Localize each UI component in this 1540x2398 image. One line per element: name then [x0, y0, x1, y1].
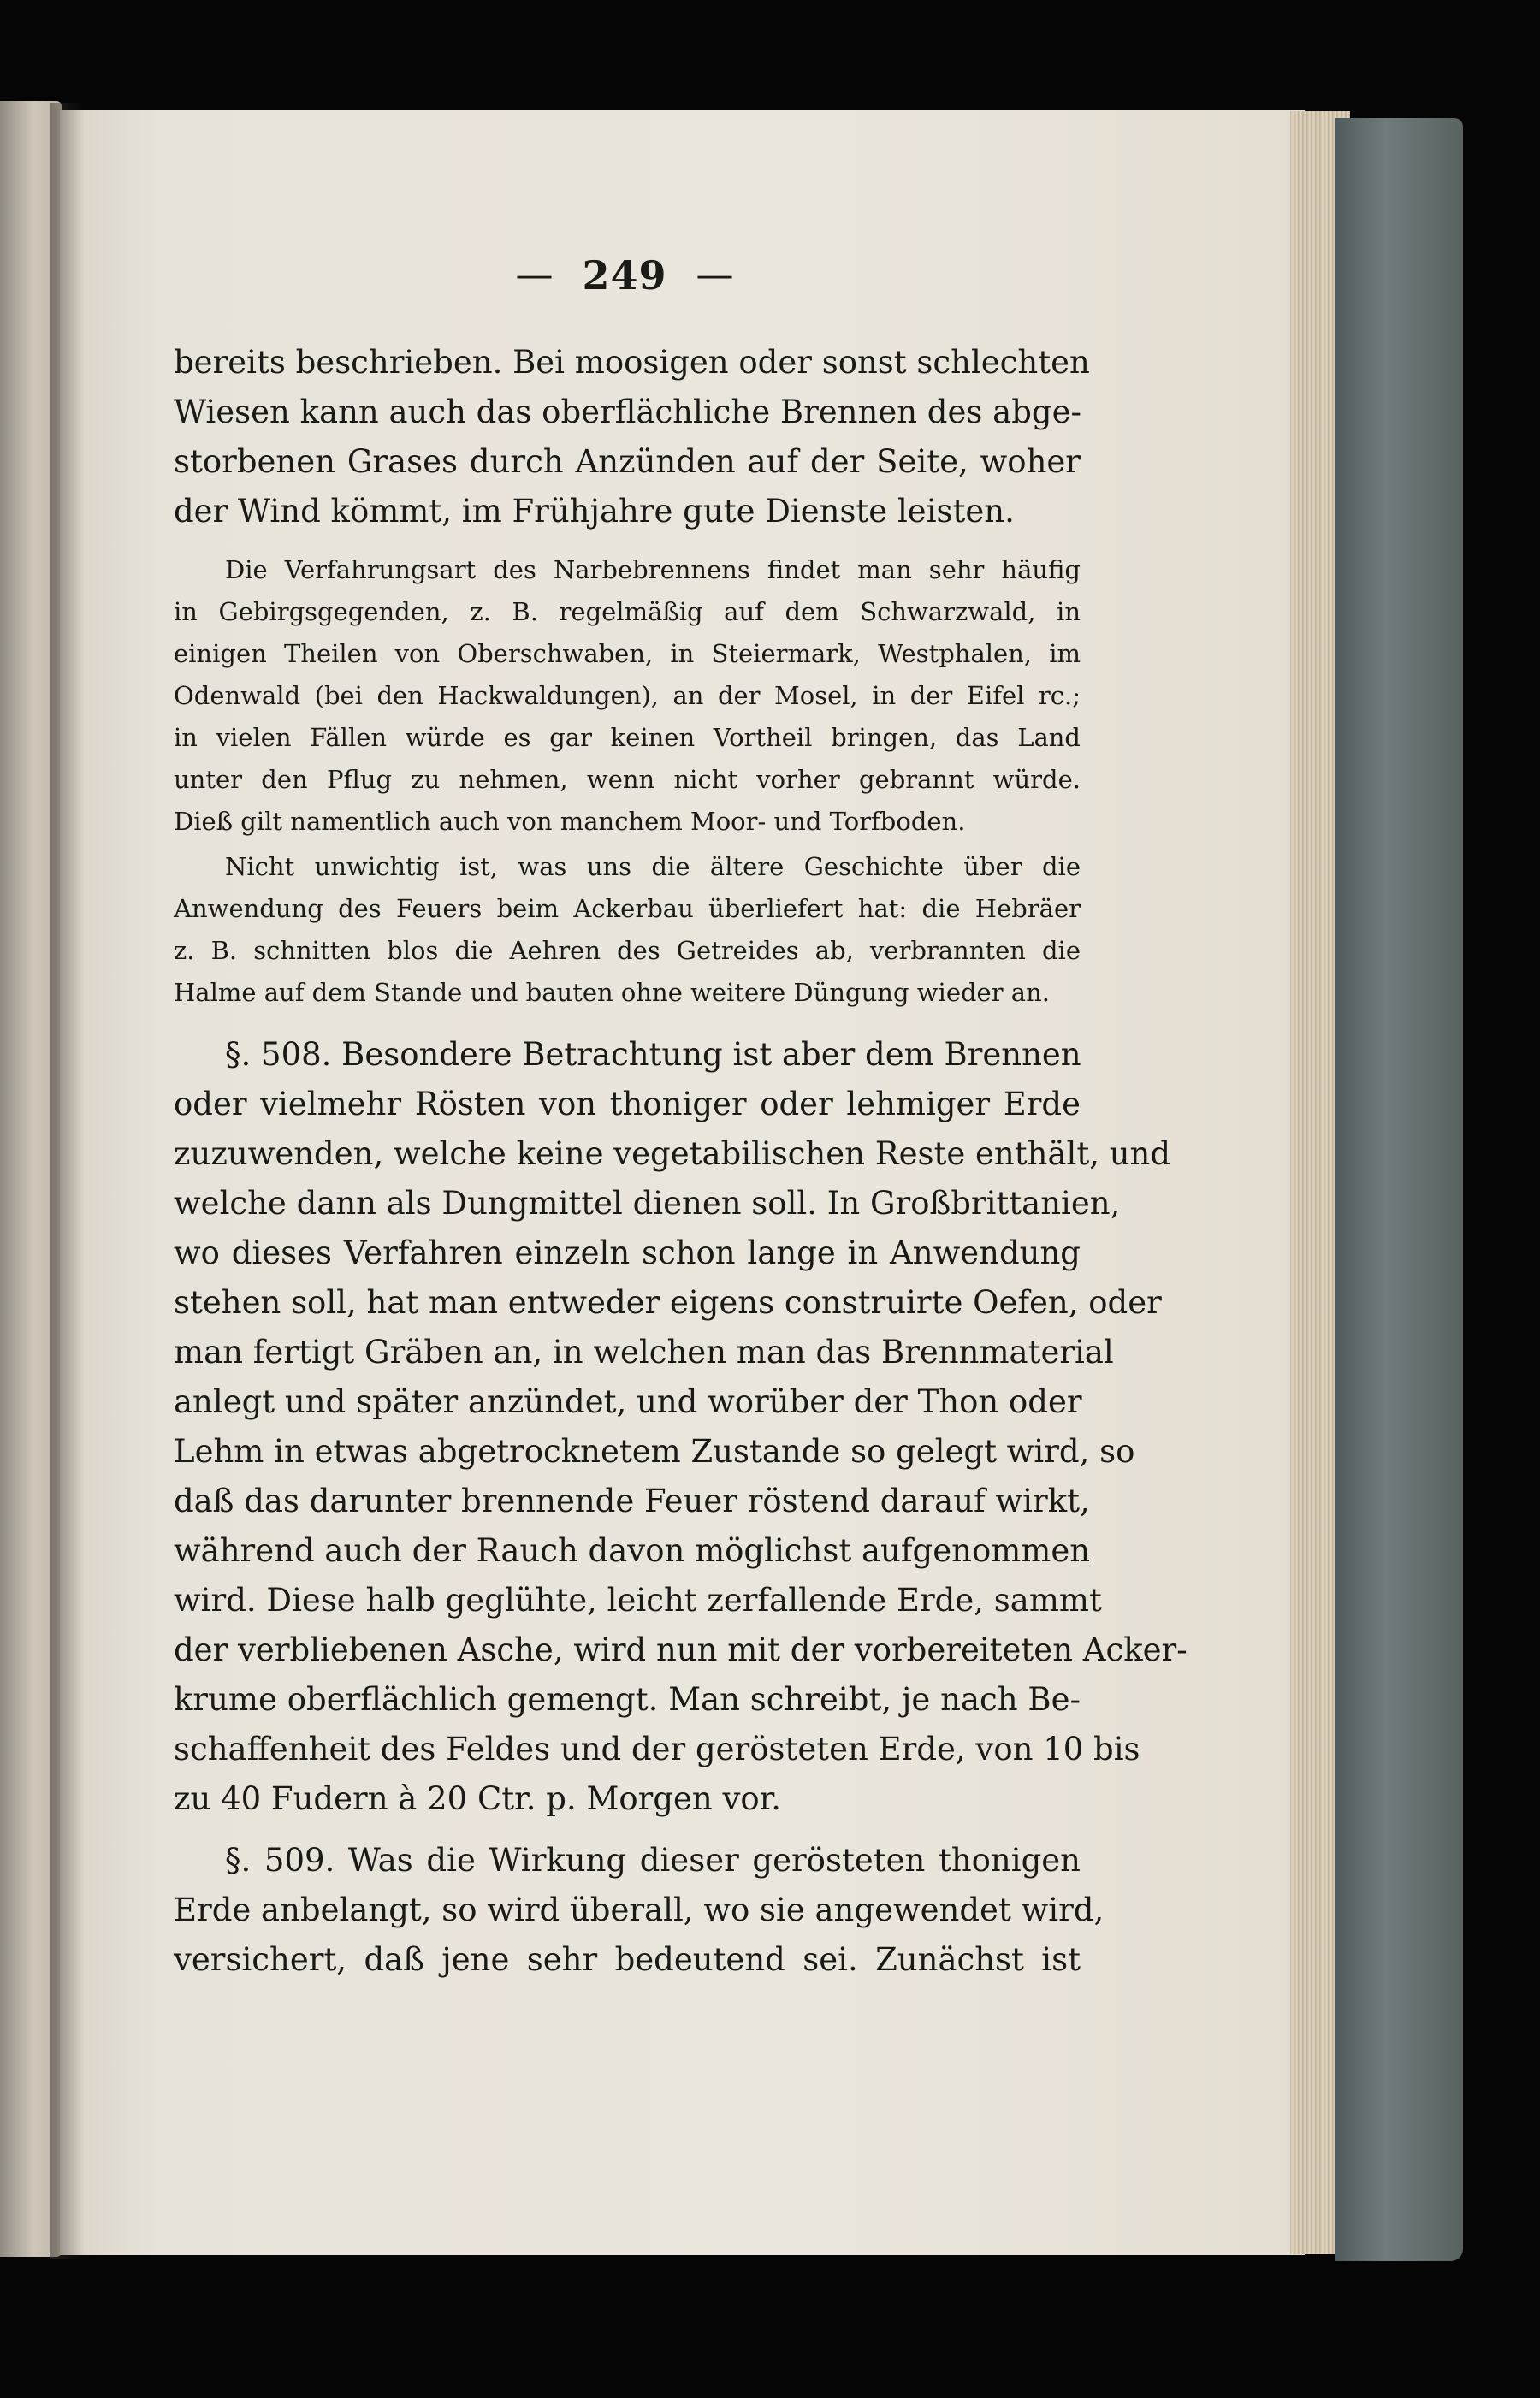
text-line: wo dieses Verfahren einzeln schon lange in Anwendung: [174, 1235, 1081, 1271]
footnote-paragraph-2: [174, 846, 1081, 1014]
text-line: in Gebirgsgegenden, z. B. regelmäßig auf dem Schwarzwald, in: [174, 597, 1081, 626]
book-cover: [1335, 118, 1463, 2261]
text-line: welche dann als Dungmittel dienen soll. In Großbrittanien,: [174, 1185, 1121, 1222]
text-line: unter den Pflug zu nehmen, wenn nicht vorher gebrannt würde.: [174, 765, 1081, 794]
text-line: in vielen Fällen würde es gar keinen Vortheil bringen, das Land: [174, 723, 1081, 752]
text-line: oder vielmehr Rösten von thoniger oder lehmiger Erde: [174, 1086, 1081, 1122]
section-508: [174, 1030, 1188, 1824]
gutter-shadow: [50, 103, 84, 2259]
text-line: Odenwald (bei den Hackwaldungen), an der Mosel, in der Eifel rc.;: [174, 681, 1081, 710]
text-line: zu 40 Fudern à 20 Ctr. p. Morgen vor.: [174, 1780, 782, 1817]
text-line: Halme auf dem Stande und bauten ohne weitere Düngung wieder an.: [174, 978, 1050, 1007]
header-dash-left: —: [515, 253, 554, 297]
text-line: Dieß gilt namentlich auch von manchem Moor- und Torfboden.: [174, 807, 966, 836]
text-line: der Wind kömmt, im Frühjahre gute Dienste leisten.: [174, 493, 1015, 530]
footnote-paragraph-1: [174, 549, 1081, 843]
page-header: [479, 250, 770, 301]
page-number: 249: [582, 252, 667, 299]
text-line: Nicht unwichtig ist, was uns die ältere Geschichte über die: [225, 852, 1081, 881]
text-line: zuzuwenden, welche keine vegetabilischen Reste enthält, und: [174, 1135, 1171, 1172]
text-line: Anwendung des Feuers beim Ackerbau überliefert hat: die Hebräer: [174, 894, 1081, 923]
text-line: bereits beschrieben. Bei moosigen oder sonst schlechten: [174, 344, 1090, 381]
text-line: während auch der Rauch davon möglichst aufgenommen: [174, 1532, 1091, 1569]
text-line: storbenen Grases durch Anzünden auf der Seite, woher: [174, 443, 1081, 480]
text-line: anlegt und später anzündet, und worüber der Thon oder: [174, 1383, 1082, 1420]
text-line: der verbliebenen Asche, wird nun mit der vorbereiteten Acker-: [174, 1631, 1188, 1668]
text-line: Erde anbelangt, so wird überall, wo sie angewendet wird,: [174, 1892, 1105, 1928]
text-line: Die Verfahrungsart des Narbebrennens findet man sehr häufig: [225, 555, 1081, 584]
header-dash-right: —: [696, 253, 734, 297]
paragraph-intro: [174, 338, 1090, 536]
section-509-heading-line: §. 509. Was die Wirkung dieser gerösteten thonigen: [225, 1842, 1081, 1879]
text-line: z. B. schnitten blos die Aehren des Getreides ab, verbrannten die: [174, 936, 1081, 965]
text-line: schaffenheit des Feldes und der gerösteten Erde, von 10 bis: [174, 1731, 1140, 1767]
text-line: stehen soll, hat man entweder eigens construirte Oefen, oder: [174, 1284, 1162, 1321]
text-line: einigen Theilen von Oberschwaben, in Steiermark, Westphalen, im: [174, 639, 1081, 668]
text-line: Lehm in etwas abgetrocknetem Zustande so gelegt wird, so: [174, 1433, 1135, 1470]
text-line: krume oberflächlich gemengt. Man schreibt, je nach Be-: [174, 1681, 1081, 1718]
section-508-heading-line: §. 508. Besondere Betrachtung ist aber dem Brennen: [225, 1036, 1081, 1073]
text-line: man fertigt Gräben an, in welchen man das Brennmaterial: [174, 1334, 1114, 1371]
text-line: versichert, daß jene sehr bedeutend sei. Zunächst ist: [174, 1941, 1081, 1978]
text-line: Wiesen kann auch das oberflächliche Brennen des abge-: [174, 394, 1081, 430]
text-line: daß das darunter brennende Feuer röstend darauf wirkt,: [174, 1483, 1090, 1519]
text-line: wird. Diese halb geglühte, leicht zerfallende Erde, sammt: [174, 1582, 1102, 1619]
section-509: [174, 1836, 1105, 1985]
